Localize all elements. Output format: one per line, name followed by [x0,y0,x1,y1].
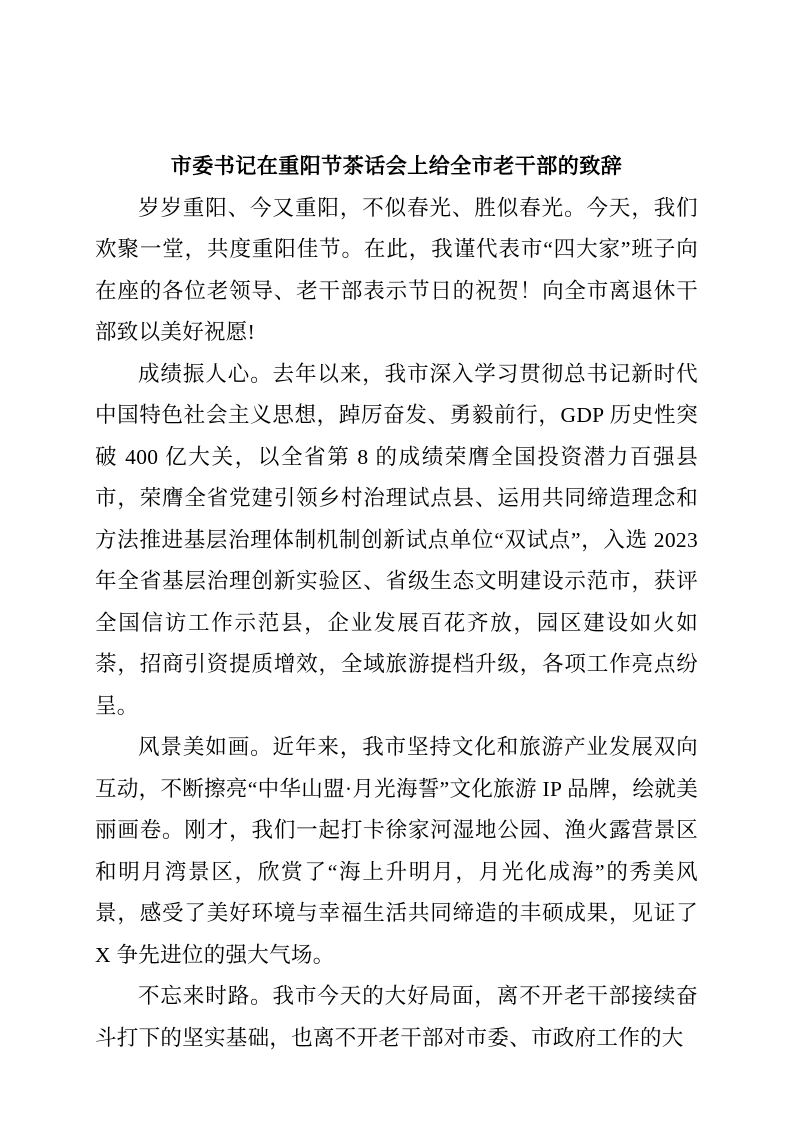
document-title: 市委书记在重阳节茶话会上给全市老干部的致辞 [170,154,623,178]
paragraph-remembrance: 不忘来时路。我市今天的大好局面，离不开老干部接续奋斗打下的坚实基础，也离不开老干部对市委、市政府工作的大 [95,984,698,1050]
paragraph-greeting: 岁岁重阳、今又重阳，不似春光、胜似春光。今天，我们欢聚一堂，共度重阳佳节。在此，我谨代表市“四大家”班子向在座的各位老领导、老干部表示节日的祝贺！向全市离退休干部致以美好祝愿! [95,195,698,344]
paragraph-scenery: 风景美如画。近年来，我市坚持文化和旅游产业发展双向互动，不断擦亮“中华山盟·月光海誓”文化旅游 IP 品牌，绘就美丽画卷。刚才，我们一起打卡徐家河湿地公园、渔火露营景区和明月湾景区，欣赏了“海上升明月，月光化成海”的秀美风景，感受了美好环境与幸福生活共同缔造的丰硕成果，见证了 X 争先进位的强大气场。 [95,735,698,967]
paragraph-achievements: 成绩振人心。去年以来，我市深入学习贯彻总书记新时代中国特色社会主义思想，踔厉奋发、勇毅前行，GDP 历史性突破 400 亿大关，以全省第 8 的成绩荣膺全国投资潜力百强县市，荣膺全省党建引领乡村治理试点县、运用共同缔造理念和方法推进基层治理体制机制创新试点单位“双试点”，入选 2023 年全省基层治理创新实验区、省级生态文明建设示范市，获评全国信访工作示范县，企业发展百花齐放，园区建设如火如荼，招商引资提质增效，全域旅游提档升级，各项工作亮点纷呈。 [95,361,698,718]
document-content [95,146,698,1059]
